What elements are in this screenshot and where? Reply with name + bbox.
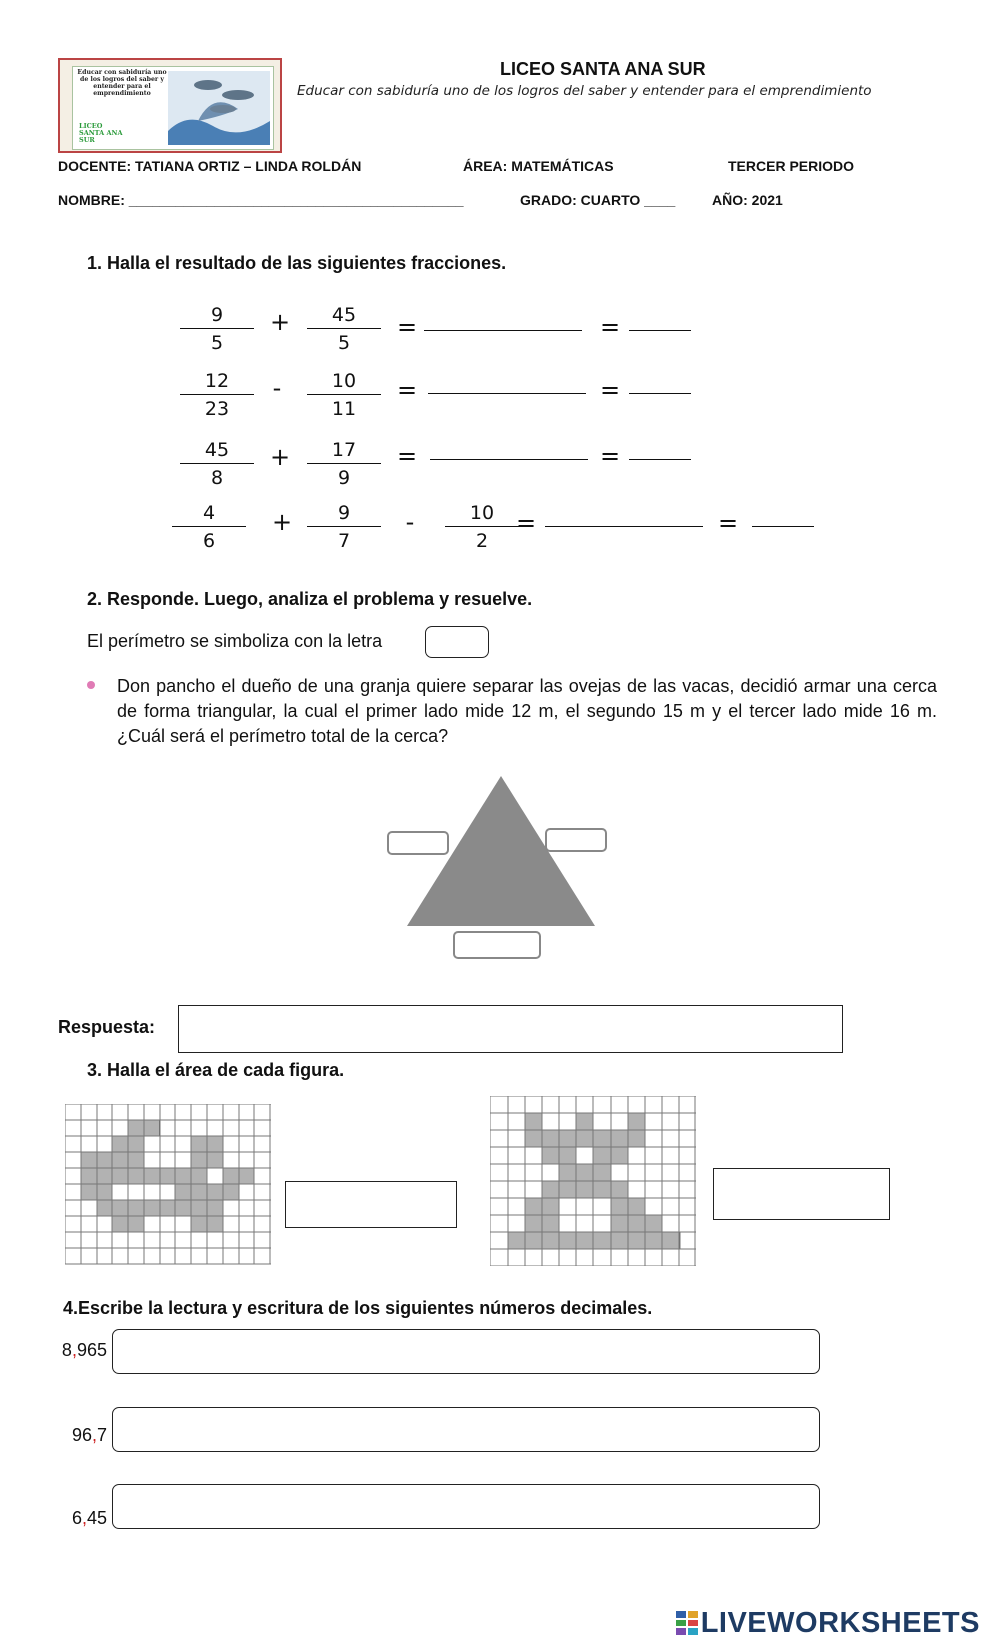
whales-illustration-icon [168, 71, 270, 145]
grid-figure-1 [65, 1104, 271, 1274]
answer-blank[interactable] [545, 526, 703, 527]
grid-figure-2 [490, 1096, 696, 1266]
denominator: 6 [202, 530, 216, 552]
decimal-part: 965 [76, 1340, 107, 1360]
area-label: ÁREA: MATEMÁTICAS [463, 158, 614, 174]
school-name: LICEO SANTA ANA SUR [500, 59, 706, 79]
period-label: TERCER PERIODO [728, 158, 855, 174]
fraction [180, 368, 254, 421]
operator: - [405, 508, 415, 536]
numerator: 4 [172, 500, 246, 527]
integer-part: 6 [71, 1508, 82, 1528]
fraction [180, 302, 254, 355]
equals-sign: = [396, 313, 418, 341]
simplified-answer-blank[interactable] [629, 459, 691, 460]
side-right-input[interactable] [546, 829, 606, 851]
equals-sign: = [599, 376, 621, 404]
q1-title: 1. Halla el resultado de las siguientes fracciones. [87, 253, 507, 273]
decimal-reading-input-3[interactable] [112, 1484, 820, 1529]
answer-blank[interactable] [430, 459, 588, 460]
teacher-label: DOCENTE: TATIANA ORTIZ – LINDA ROLDÁN [58, 158, 362, 174]
denominator: 11 [331, 398, 357, 420]
fraction [180, 437, 254, 490]
simplified-answer-blank[interactable] [629, 330, 691, 331]
school-motto: Educar con sabiduría uno de los logros del saber y entender para el emprendimiento [297, 83, 872, 99]
problem-text: Don pancho el dueño de una granja quiere separar las ovejas de las vacas, decidió armar una cerca de forma triangular, la cual el primer lado mide 12 m, el segundo 15 m y el tercer lado mide 16 m. ¿Cuál será el perímetro total de la cerca? [117, 676, 937, 746]
equals-sign: = [396, 376, 418, 404]
operator: - [272, 374, 282, 402]
answer-blank[interactable] [424, 330, 582, 331]
numerator: 45 [180, 437, 254, 464]
decimal-reading-input-1[interactable] [112, 1329, 820, 1374]
answer-input[interactable] [178, 1005, 843, 1053]
perimeter-letter-input[interactable] [425, 626, 489, 658]
fraction [307, 368, 381, 421]
name-field[interactable]: NOMBRE: ___________________________________________ [58, 192, 464, 208]
denominator: 23 [204, 398, 230, 420]
perimeter-prompt: El perímetro se simboliza con la letra [87, 631, 383, 651]
answer-blank[interactable] [428, 393, 586, 394]
equals-sign: = [515, 509, 537, 537]
year-label: AÑO: 2021 [712, 192, 783, 208]
liveworksheets-brand[interactable] [676, 1607, 980, 1640]
equals-sign: = [396, 442, 418, 470]
area-input-1[interactable] [285, 1181, 457, 1228]
decimal-number [57, 1508, 107, 1529]
grade-field[interactable]: GRADO: CUARTO ____ [520, 192, 676, 208]
numerator: 9 [180, 302, 254, 329]
numerator: 9 [307, 500, 381, 527]
side-bottom-input[interactable] [454, 932, 540, 958]
brand-text: LIVEWORKSHEETS [700, 1607, 980, 1639]
bullet-icon [86, 680, 96, 690]
decimal-separator: , [81, 1508, 87, 1528]
numerator: 12 [180, 368, 254, 395]
denominator: 5 [210, 332, 224, 354]
numerator: 45 [307, 302, 381, 329]
fraction [307, 302, 381, 355]
integer-part: 96 [71, 1425, 92, 1445]
fraction [172, 500, 246, 553]
side-left-input[interactable] [388, 832, 448, 854]
fraction [445, 500, 519, 553]
equals-sign: = [599, 313, 621, 341]
decimal-separator: , [91, 1425, 97, 1445]
numerator: 17 [307, 437, 381, 464]
denominator: 5 [337, 332, 351, 354]
denominator: 7 [337, 530, 351, 552]
decimal-number [57, 1425, 107, 1446]
fraction [307, 437, 381, 490]
decimal-separator: , [71, 1340, 77, 1360]
simplified-answer-blank[interactable] [629, 393, 691, 394]
equals-sign: = [717, 509, 739, 537]
numerator: 10 [307, 368, 381, 395]
integer-part: 8 [61, 1340, 72, 1360]
denominator: 2 [475, 530, 489, 552]
school-logo [58, 58, 282, 153]
decimal-number [57, 1340, 107, 1361]
equals-sign: = [599, 442, 621, 470]
liveworksheets-logo-icon [676, 1611, 698, 1635]
answer-label: Respuesta: [58, 1017, 156, 1037]
area-input-2[interactable] [713, 1168, 890, 1220]
decimal-part: 45 [86, 1508, 107, 1528]
operator: + [269, 308, 291, 336]
simplified-answer-blank[interactable] [752, 526, 814, 527]
operator: + [269, 443, 291, 471]
numerator: 10 [445, 500, 519, 527]
fraction [307, 500, 381, 553]
logo-school-name: LICEO SANTA ANA SUR [79, 122, 123, 144]
decimal-reading-input-2[interactable] [112, 1407, 820, 1452]
q4-title: 4.Escribe la lectura y escritura de los siguientes números decimales. [63, 1298, 653, 1318]
q2-title: 2. Responde. Luego, analiza el problema y resuelve. [87, 589, 533, 609]
q3-title: 3. Halla el área de cada figura. [87, 1060, 345, 1080]
operator: + [271, 508, 293, 536]
logo-motto: Educar con sabiduría uno de los logros del saber y entender para el emprendimiento [77, 69, 167, 97]
decimal-part: 7 [96, 1425, 107, 1445]
denominator: 9 [337, 467, 351, 489]
denominator: 8 [210, 467, 224, 489]
